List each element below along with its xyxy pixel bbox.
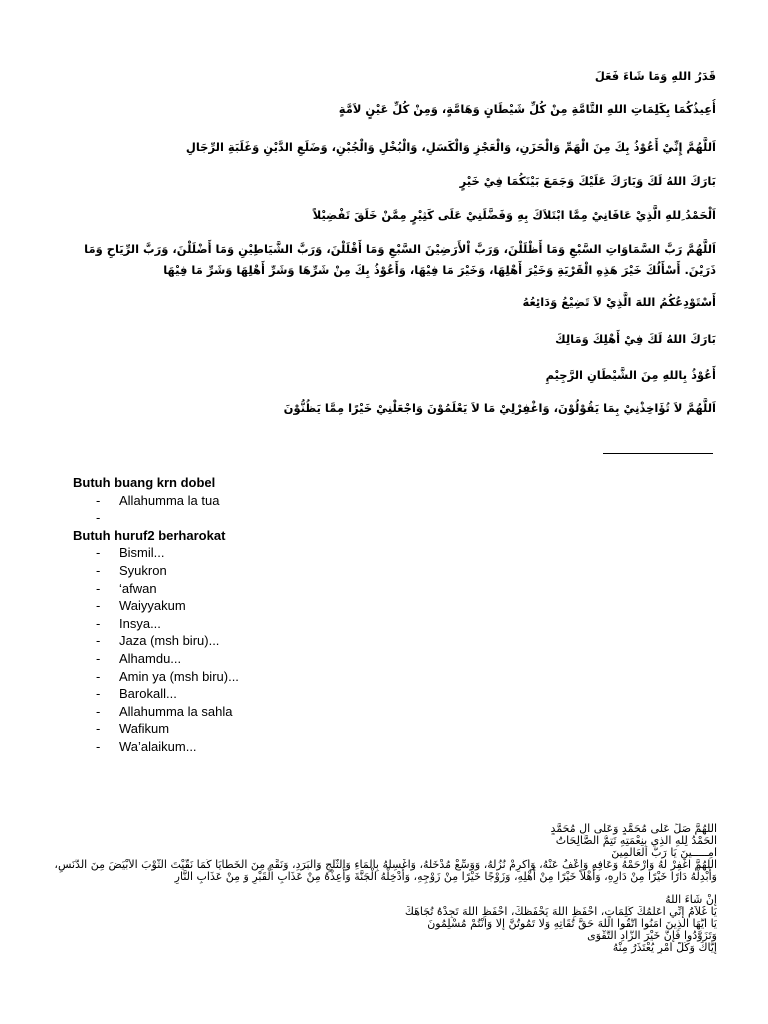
arabic-text: اَللَّهُمَّ لاَ تُؤَاخِذْنِيْ بِمَا يَقُوْلُوْنَ، وَاغْفِرْلِيْ مَا لاَ يَعْلَمُوْنَ وَاجْعَلْنِيْ خَيْرًا مِمَّا يَظُنُّوْنَ bbox=[283, 401, 716, 415]
list-dash: - bbox=[96, 668, 101, 684]
list-item-text: Waiyyakum bbox=[119, 598, 186, 614]
arabic-text: بَارَكَ اللهُ لَكَ فِيْ أَهْلِكَ وَمَالِكَ bbox=[555, 332, 716, 346]
arabic-text: إِنْ شَاءَ اللهُ bbox=[665, 894, 717, 907]
arabic-prayer-8 bbox=[56, 329, 716, 350]
list-item-text: ‘afwan bbox=[119, 580, 157, 596]
arabic-text: اللَّهُمَّ اغْفِرْ لَهُ وَارْحَمْهُ وَعَافِهِ وَاعْفُ عَنْهُ، وَأَكْرِمْ نُزُلَهُ، وَوَسِّعْ مُدْخَلَهُ، وَاغْسِلْهُ بِالْمَاءِ وَالثَّلْجِ وَالْبَرَدِ، وَنَقِّهِ مِنَ الْخَطَايَا كَمَا نَقَّيْتَ الثَّوْبَ الأَبْيَضَ مِنَ الدَّنَسِ، وَأَبْدِلْهُ دَارًا خَيْرًا مِنْ دَارِهِ، وَأَهْلاً خَيْرًا مِنْ أَهْلِهِ، وَزَوْجًا خَيْرًا مِنْ زَوْجِهِ، وَأَدْخِلْهُ الْجَنَّةَ وَأَعِذْهُ مِنْ عَذَابِ الْقَبْرِ وَ مِنْ عَذَابِ النَّارِ bbox=[54, 858, 717, 883]
list-dash: - bbox=[96, 721, 101, 737]
horizontal-rule bbox=[603, 453, 713, 454]
list-item bbox=[73, 668, 473, 686]
arabic-text: اللَّهُمَّ صَلِّ عَلَى مُحَمَّدٍ وَعَلَى آلِ مُحَمَّدٍ bbox=[550, 823, 717, 835]
list-dash: - bbox=[96, 598, 101, 614]
arabic-text: إِيَّاكَ وَكُلَّ أَمْرٍ يُعْتَذَرُ مِنْهُ bbox=[612, 942, 717, 954]
list-item bbox=[73, 562, 473, 580]
arabic-prayer-7 bbox=[56, 292, 716, 313]
arabic-text: قَدَرُ اللهِ وَمَا شَاءَ فَعَلَ bbox=[594, 69, 716, 83]
list-item-text: Insya... bbox=[119, 615, 161, 631]
arabic-prayer-3 bbox=[56, 137, 716, 158]
list-item bbox=[73, 492, 473, 510]
list-item-text: Bismil... bbox=[119, 545, 165, 561]
list-dash: - bbox=[96, 703, 101, 719]
arabic-prayer-1 bbox=[56, 66, 716, 87]
arabic-text: يَا غُلاَمُ إِنِّي أُعَلِّمُكَ كَلِمَاتٍ، احْفَظِ اللَّهَ يَحْفَظْكَ، احْفَظِ اللَّهَ تَجِدْهُ تُجَاهَكَ bbox=[404, 906, 717, 919]
arabic-prayer-10 bbox=[56, 398, 716, 419]
list-dash: - bbox=[96, 738, 101, 754]
arabic-prayer-9 bbox=[56, 365, 716, 386]
list-item-text: Jaza (msh biru)... bbox=[119, 633, 220, 649]
list-item bbox=[73, 615, 473, 633]
arabic-bottom-block bbox=[52, 823, 717, 954]
arabic-text: بَارَكَ اللهُ لَكَ وَبَارَكَ عَلَيْكَ وَجَمَعَ بَيْنَكُمَا فِيْ خَيْرٍ bbox=[459, 174, 716, 188]
list-dash: - bbox=[96, 492, 101, 508]
list-item bbox=[73, 703, 473, 721]
arabic-text: الْحَمْدُ لِلَّهِ الَّذِي بِنِعْمَتِهِ تَتِمُّ الصَّالِحَاتُ bbox=[555, 834, 717, 847]
list-item-text: Wa’alaikum... bbox=[119, 738, 197, 754]
list-dash: - bbox=[96, 580, 101, 596]
notes-heading-remove-duplicates: Butuh buang krn dobel bbox=[73, 475, 216, 490]
list-item bbox=[73, 738, 473, 756]
notes-heading-need-harakat: Butuh huruf2 berharokat bbox=[73, 527, 226, 543]
arabic-text: وَتَزَوَّدُوا فَإِنَّ خَيْرَ الزَّادِ التَّقْوَى bbox=[587, 930, 717, 943]
list-dash: - bbox=[96, 510, 101, 526]
arabic-prayer-2 bbox=[56, 99, 716, 120]
list-item-text: Allahumma la tua bbox=[119, 492, 220, 508]
list-item bbox=[73, 650, 473, 668]
list-dash: - bbox=[96, 650, 101, 666]
list-item-text: Allahumma la sahla bbox=[119, 703, 233, 719]
arabic-prayer-4 bbox=[56, 171, 716, 192]
notes-section bbox=[73, 474, 473, 756]
list-item bbox=[73, 720, 473, 738]
list-item bbox=[73, 632, 473, 650]
list-dash: - bbox=[96, 562, 101, 578]
list-dash: - bbox=[96, 545, 101, 561]
list-item bbox=[73, 685, 473, 703]
list-item bbox=[73, 509, 473, 527]
arabic-prayer-5 bbox=[56, 205, 716, 226]
arabic-text: أُعِيذُكُمَا بِكَلِمَاتِ اللهِ التَّامَّةِ مِنْ كُلِّ شَيْطَانٍ وَهَامَّةٍ، وَمِنْ كُلِّ عَيْنٍ لاَمَّةٍ bbox=[338, 102, 716, 116]
list-dash: - bbox=[96, 686, 101, 702]
arabic-text: أَعُوْذُ بِاللهِ مِنَ الشَّيْطَانِ الرَّجِيْمِ bbox=[545, 368, 716, 382]
list-item-text: Amin ya (msh biru)... bbox=[119, 668, 239, 684]
arabic-text: يَا أَيُّهَا الَّذِينَ آمَنُوا اتَّقُوا اللَّهَ حَقَّ تُقَاتِهِ وَلَا تَمُوتُنَّ إِلَّا وَأَنْتُمْ مُسْلِمُونَ bbox=[427, 918, 717, 931]
arabic-text: اَللَّهُمَّ إِنِّيْ أَعُوْذُ بِكَ مِنَ الْهَمِّ وَالْحَزَنِ، وَالْعَجْزِ وَالْكَسَلِ، وَالْبُخْلِ وَالْجُبْنِ، وَضَلَعِ الدَّيْنِ وَغَلَبَةِ الرِّجَالِ bbox=[185, 140, 716, 154]
list-item bbox=[73, 544, 473, 562]
list-item-text: Alhamdu... bbox=[119, 650, 182, 666]
list-item bbox=[73, 580, 473, 598]
list-dash: - bbox=[96, 615, 101, 631]
list-dash: - bbox=[96, 633, 101, 649]
list-item-text: Wafikum bbox=[119, 721, 170, 737]
arabic-prayer-6 bbox=[56, 239, 716, 281]
list-item-text: Barokall... bbox=[119, 686, 177, 702]
arabic-text: اَللَّهُمَّ رَبَّ السَّمَاوَاتِ السَّبْعِ وَمَا أَظْلَلْنَ، وَرَبَّ اْلأَرَضِيْنَ السَّبْعِ وَمَا أَقْلَلْنَ، وَرَبَّ الشَّيَاطِيْنِ وَمَا أَضْلَلْنَ، وَرَبَّ الرِّيَاحِ وَمَا ذَرَيْنَ. أَسْأَلُكَ خَيْرَ هَذِهِ الْقَرْيَةِ وَخَيْرَ أَهْلِهَا، وَخَيْرَ مَا فِيْهَا، وَأَعُوْذُ بِكَ مِنْ شَرِّهَا وَشَرِّ أَهْلِهَا وَشَرِّ مَا فِيْهَا bbox=[84, 242, 716, 277]
arabic-text: آمِـــــينَ يَا رَبَّ الْعَالَمِينَ bbox=[611, 846, 717, 859]
arabic-text: أَسْتَوْدِعُكُمُ اللهَ الَّذِيْ لاَ تَضِيْعُ وَدَائِعُهُ bbox=[522, 295, 716, 309]
list-item-text: Syukron bbox=[119, 562, 167, 578]
list-item bbox=[73, 597, 473, 615]
arabic-text: اَلْحَمْدُ ِللهِ الَّذِيْ عَافَانِيْ مِمَّا ابْتَلاَكَ بِهِ وَفَضَّلَنِيْ عَلَى كَثِيْرٍ مِمَّنْ خَلَقَ تَفْضِيْلاً bbox=[312, 208, 716, 222]
